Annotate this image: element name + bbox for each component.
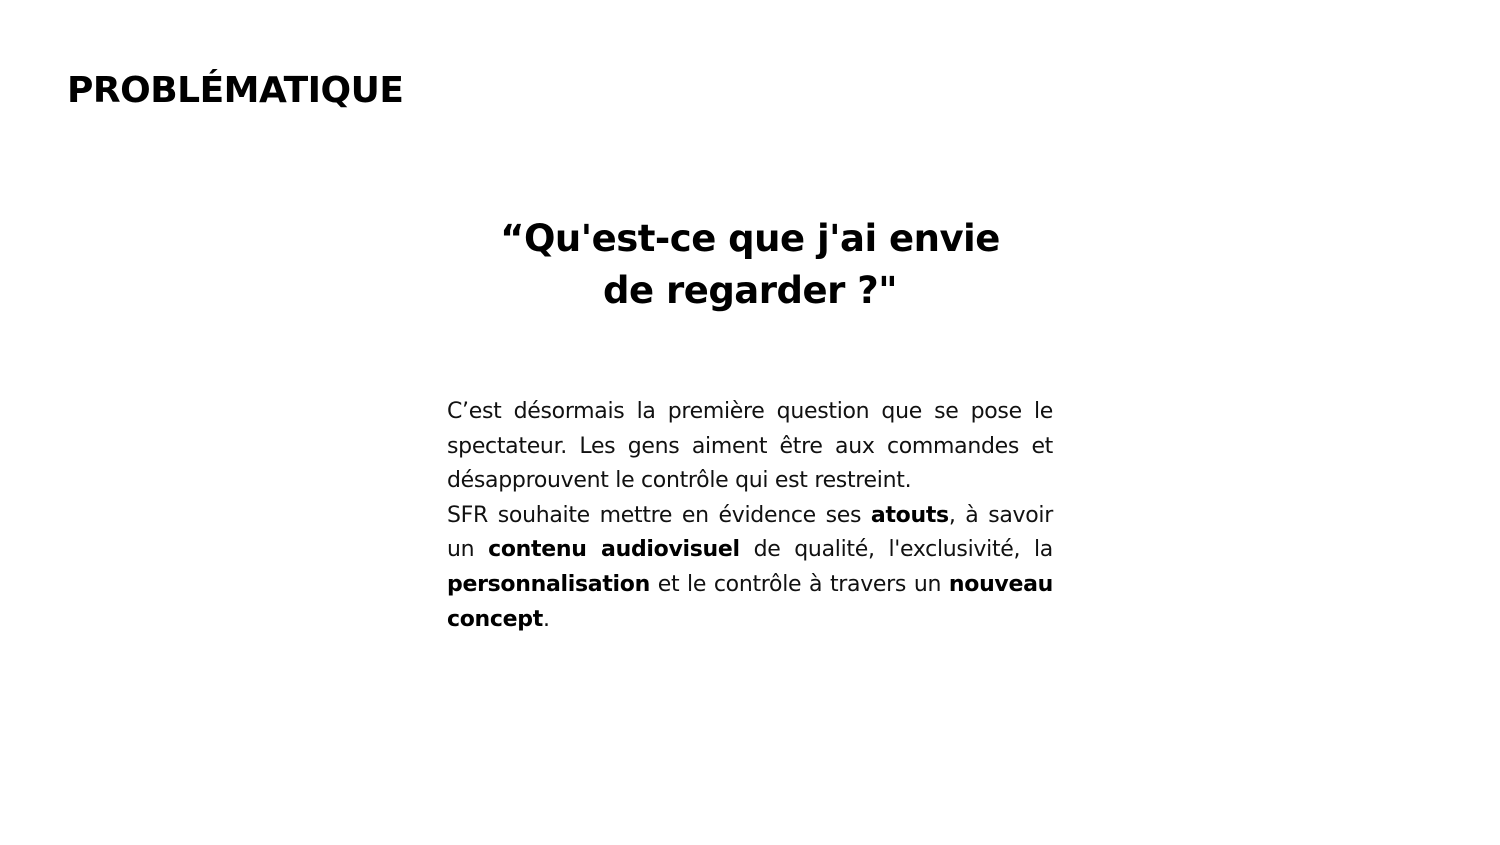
paragraph-2-text-3: de qualité, l'exclusivité, la — [739, 537, 1053, 563]
paragraph-2-text-1: SFR souhaite mettre en évidence ses — [447, 502, 871, 528]
bold-nouveau-concept: nouveau concept — [447, 571, 1053, 632]
quote-heading — [400, 213, 1100, 317]
paragraph-1: C’est désormais la première question que se pose le spectateur. Les gens aiment être aux commandes et désapprouvent le contrôle qui est restreint. — [447, 399, 1053, 494]
paragraph-2-text-5: . — [542, 606, 550, 632]
bold-contenu-audiovisuel: contenu audiovisuel — [488, 537, 740, 563]
bold-personnalisation: personnalisation — [447, 571, 650, 597]
paragraph-2 — [447, 499, 1053, 637]
slide-title: PROBLÉMATIQUE — [67, 70, 404, 111]
paragraph-2-text-2: , à savoir un — [447, 502, 1053, 563]
body-text — [447, 395, 1053, 637]
paragraph-2-text-4: et le contrôle à travers un — [649, 571, 949, 597]
quote-line-1: “Qu'est-ce que j'ai envie — [500, 217, 1000, 260]
bold-atouts: atouts — [870, 502, 949, 528]
quote-line-2: de regarder ?" — [603, 269, 897, 312]
